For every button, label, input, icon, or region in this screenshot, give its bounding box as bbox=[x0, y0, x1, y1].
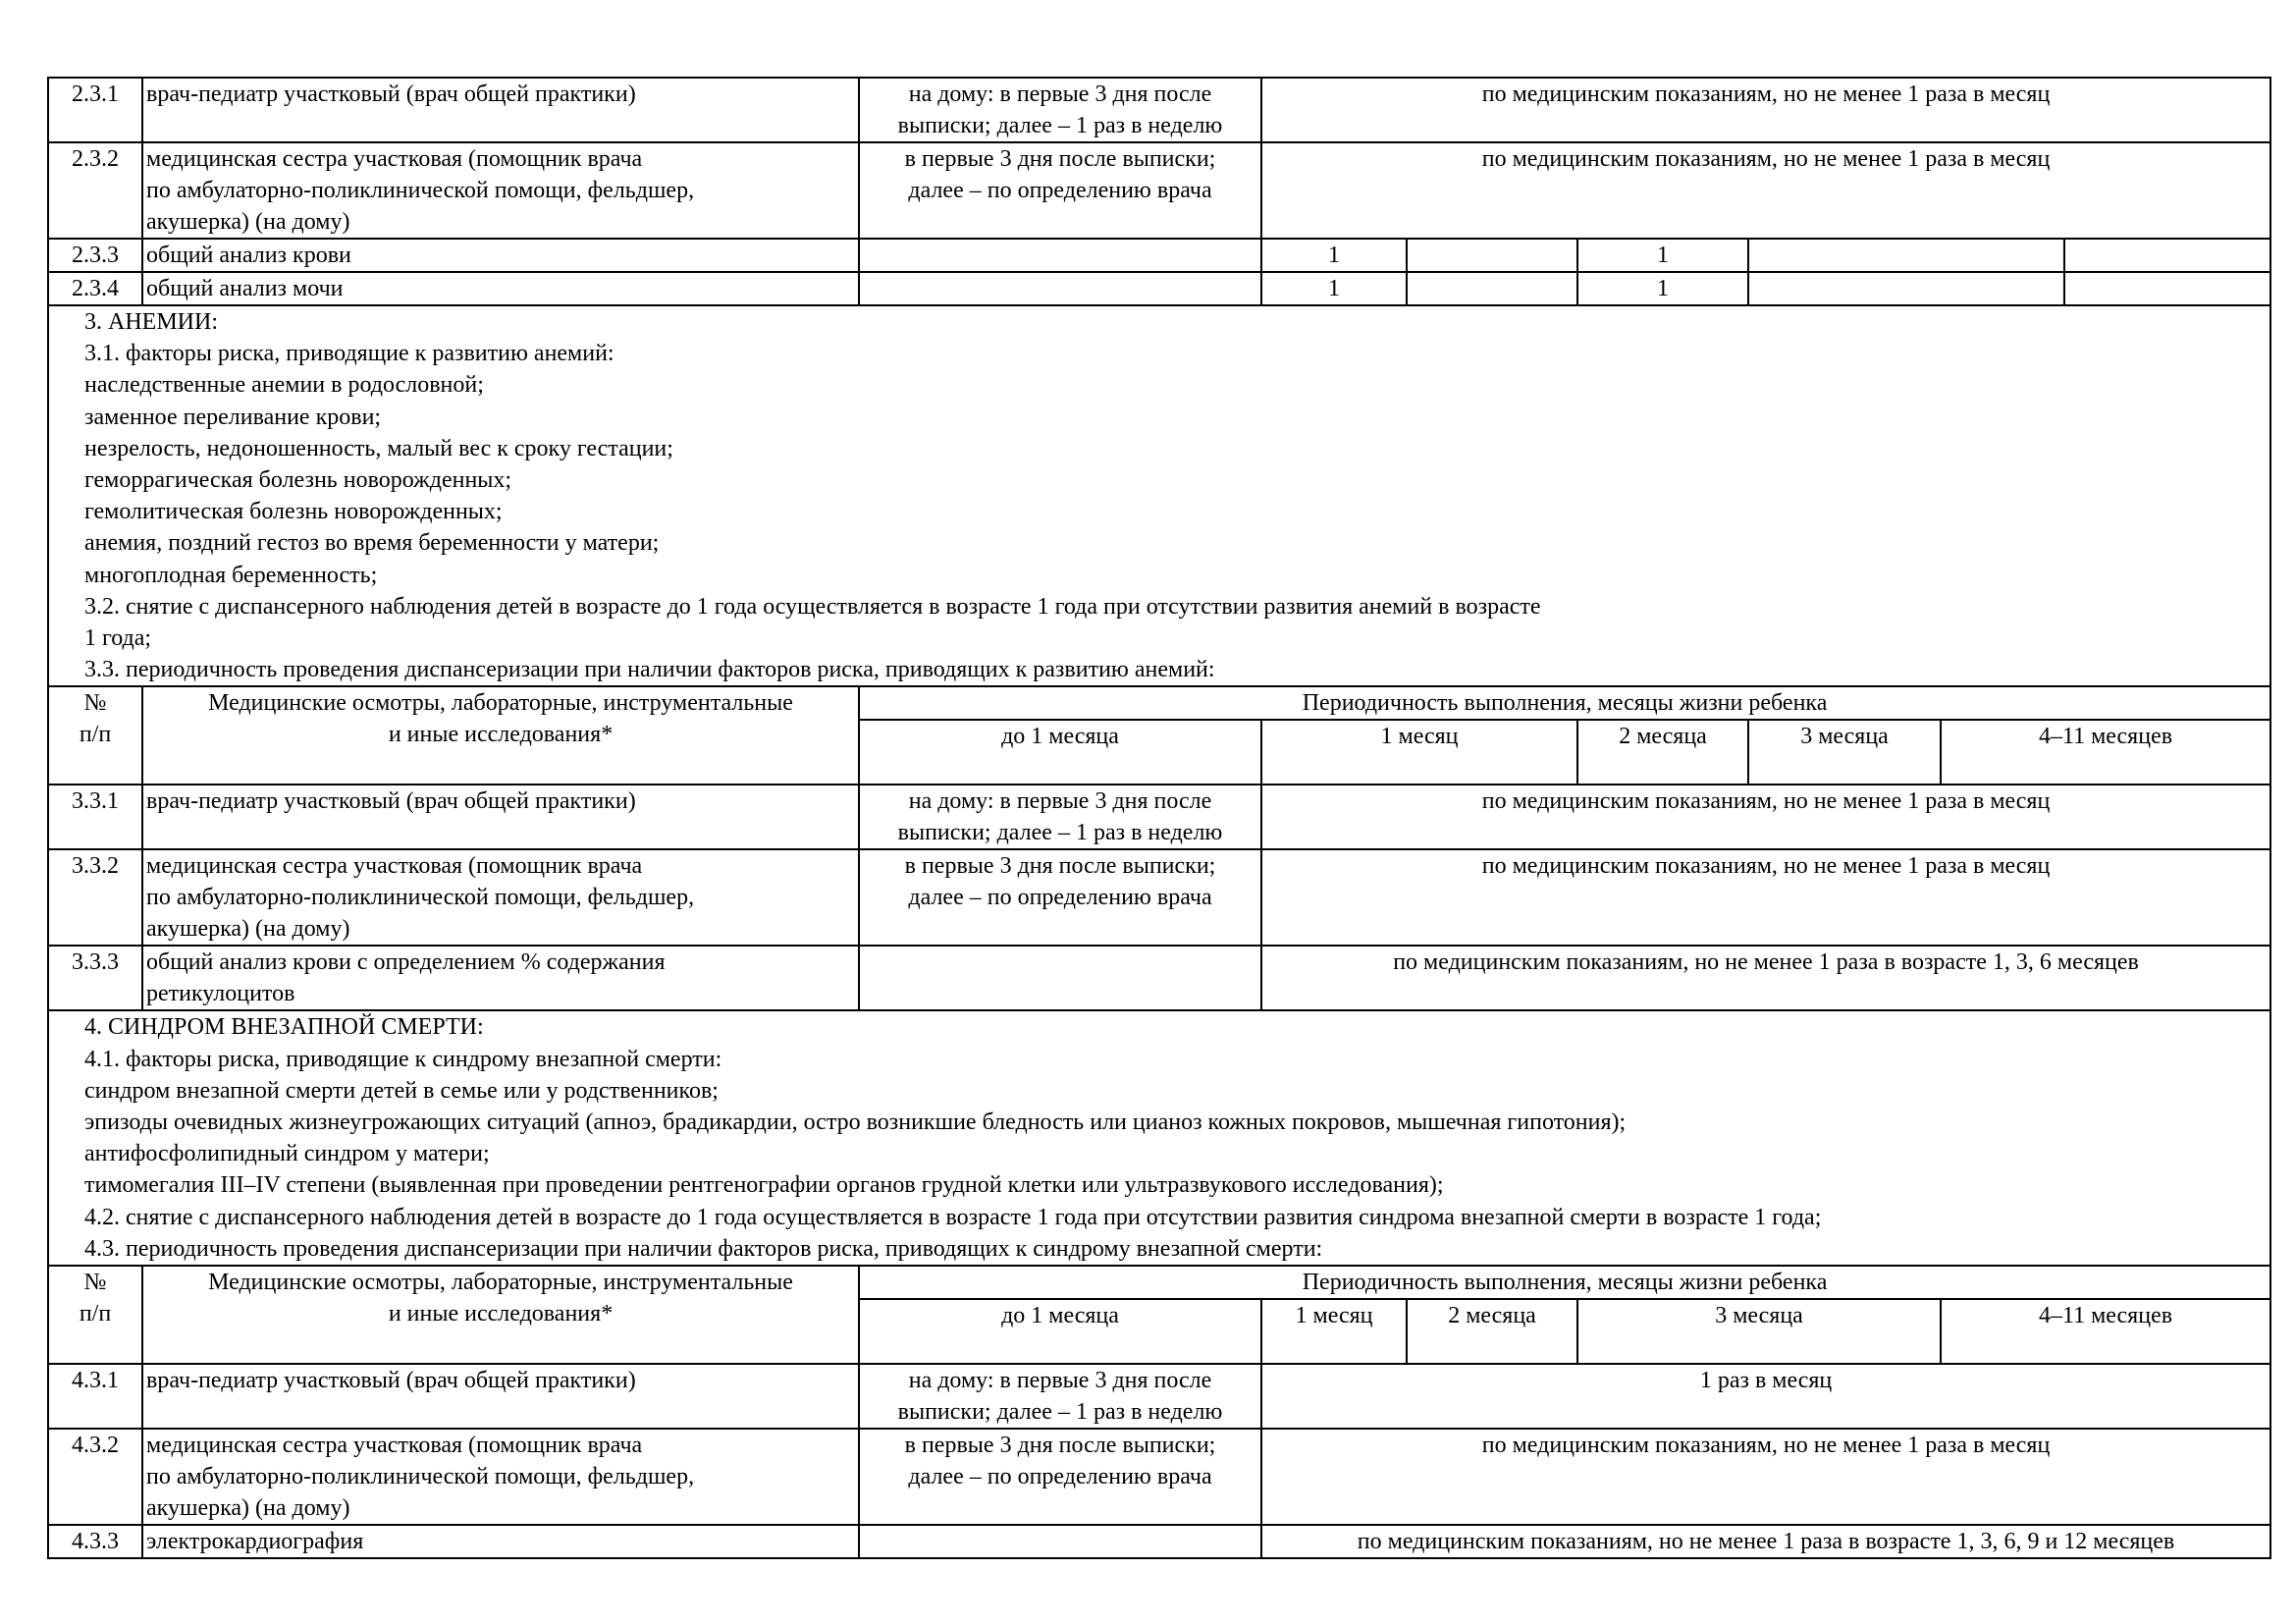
table-header-row bbox=[48, 686, 2270, 720]
exam-name: медицинская сестра участковая (помощник врача по амбулаторно-поликлинической помощи, фельдшер, акушерка) (на дому) bbox=[142, 1429, 859, 1525]
month-12-cell bbox=[2064, 239, 2270, 272]
table-row bbox=[48, 78, 2270, 142]
exam-name: медицинская сестра участковая (помощник врача по амбулаторно-поликлинической помощи, фельдшер, акушерка) (на дому) bbox=[142, 142, 859, 239]
first-month-cell bbox=[859, 946, 1261, 1010]
table-row bbox=[48, 946, 2270, 1010]
first-month-cell bbox=[859, 239, 1261, 272]
header-col-first-month: до 1 месяца bbox=[859, 1299, 1261, 1364]
table-row bbox=[48, 272, 2270, 305]
exam-name: электрокардиография bbox=[142, 1525, 859, 1558]
section-4-text: 4. СИНДРОМ ВНЕЗАПНОЙ СМЕРТИ: 4.1. факторы риска, приводящие к синдрому внезапной смерти: синдром внезапной смерти детей в семье или у родственников; эпизоды очевидных жизнеугрожающих ситуаций (апноэ, брадикардии, остро возникшие бледность или цианоз кожных покровов, мышечная гипотония); антифосфолипидный синдром у матери; тимомегалия III–IV степени (выявленная при проведении рентгенографии органов грудной клетки или ультразвукового исследования); 4.2. снятие с диспансерного наблюдения детей в возрасте до 1 года осуществляется в возрасте 1 года при отсутствии развития синдрома внезапной смерти в возрасте 1 года; 4.3. периодичность проведения диспансеризации при наличии факторов риска, приводящих к синдрому внезапной смерти: bbox=[48, 1010, 2270, 1266]
header-exam: Медицинские осмотры, лабораторные, инструментальные и иные исследования* bbox=[142, 1266, 859, 1364]
month-2-cell bbox=[1407, 272, 1577, 305]
header-period: Периодичность выполнения, месяцы жизни ребенка bbox=[859, 1266, 2270, 1299]
first-month-cell bbox=[859, 1525, 1261, 1558]
section-3-text: 3. АНЕМИИ: 3.1. факторы риска, приводящие к развитию анемий: наследственные анемии в родословной; заменное переливание крови; незрелость, недоношенность, малый вес к сроку гестации; геморрагическая болезнь новорожденных; гемолитическая болезнь новорожденных; анемия, поздний гестоз во время беременности у матери; многоплодная беременность; 3.2. снятие с диспансерного наблюдения детей в возрасте до 1 года осуществляется в возрасте 1 года при отсутствии развития анемий в возрасте 1 года; 3.3. периодичность проведения диспансеризации при наличии факторов риска, приводящих к развитию анемий: bbox=[48, 305, 2270, 686]
row-number: 2.3.4 bbox=[48, 272, 142, 305]
first-month-cell bbox=[859, 272, 1261, 305]
table-header-row bbox=[48, 1266, 2270, 1299]
exam-name: врач-педиатр участковый (врач общей практики) bbox=[142, 78, 859, 142]
periodicity-cell: по медицинским показаниям, но не менее 1 раза в возрасте 1, 3, 6 месяцев bbox=[1261, 946, 2270, 1010]
first-month-cell: на дому: в первые 3 дня после выписки; далее – 1 раз в неделю bbox=[859, 785, 1261, 849]
first-month-cell: на дому: в первые 3 дня после выписки; далее – 1 раз в неделю bbox=[859, 1364, 1261, 1429]
first-month-cell: в первые 3 дня после выписки; далее – по определению врача bbox=[859, 142, 1261, 239]
table-row bbox=[48, 849, 2270, 946]
periodicity-cell: по медицинским показаниям, но не менее 1 раза в месяц bbox=[1261, 142, 2270, 239]
section-3-text-row bbox=[48, 305, 2270, 686]
periodicity-cell: по медицинским показаниям, но не менее 1 раза в возрасте 1, 3, 6, 9 и 12 месяцев bbox=[1261, 1525, 2270, 1558]
document-page bbox=[47, 77, 2269, 1559]
exam-name: врач-педиатр участковый (врач общей практики) bbox=[142, 785, 859, 849]
table-row bbox=[48, 1364, 2270, 1429]
month-3-cell: 1 bbox=[1577, 272, 1748, 305]
first-month-cell: в первые 3 дня после выписки; далее – по определению врача bbox=[859, 849, 1261, 946]
exam-name: медицинская сестра участковая (помощник врача по амбулаторно-поликлинической помощи, фельдшер, акушерка) (на дому) bbox=[142, 849, 859, 946]
header-col-first-month: до 1 месяца bbox=[859, 720, 1261, 785]
table-row bbox=[48, 239, 2270, 272]
row-number: 2.3.3 bbox=[48, 239, 142, 272]
row-number: 4.3.2 bbox=[48, 1429, 142, 1525]
header-col-month-1: 1 месяц bbox=[1261, 720, 1577, 785]
row-number: 4.3.3 bbox=[48, 1525, 142, 1558]
row-number: 2.3.1 bbox=[48, 78, 142, 142]
header-period: Периодичность выполнения, месяцы жизни ребенка bbox=[859, 686, 2270, 720]
dispensary-table bbox=[47, 77, 2271, 1559]
month-1-cell: 1 bbox=[1261, 239, 1407, 272]
header-col-month-3: 3 месяца bbox=[1577, 1299, 1941, 1364]
periodicity-cell: по медицинским показаниям, но не менее 1 раза в месяц bbox=[1261, 78, 2270, 142]
row-number: 3.3.1 bbox=[48, 785, 142, 849]
month-3-cell: 1 bbox=[1577, 239, 1748, 272]
exam-name: общий анализ крови bbox=[142, 239, 859, 272]
header-col-month-1: 1 месяц bbox=[1261, 1299, 1407, 1364]
exam-name: врач-педиатр участковый (врач общей практики) bbox=[142, 1364, 859, 1429]
section-4-text-row bbox=[48, 1010, 2270, 1266]
header-col-month-2: 2 месяца bbox=[1577, 720, 1748, 785]
month-1-cell: 1 bbox=[1261, 272, 1407, 305]
exam-name: общий анализ крови с определением % содержания ретикулоцитов bbox=[142, 946, 859, 1010]
periodicity-cell: 1 раз в месяц bbox=[1261, 1364, 2270, 1429]
periodicity-cell: по медицинским показаниям, но не менее 1 раза в месяц bbox=[1261, 1429, 2270, 1525]
header-col-month-4-11: 4–11 месяцев bbox=[1941, 1299, 2270, 1364]
month-12-cell bbox=[2064, 272, 2270, 305]
header-exam: Медицинские осмотры, лабораторные, инструментальные и иные исследования* bbox=[142, 686, 859, 785]
row-number: 3.3.3 bbox=[48, 946, 142, 1010]
periodicity-cell: по медицинским показаниям, но не менее 1 раза в месяц bbox=[1261, 785, 2270, 849]
header-number: № п/п bbox=[48, 1266, 142, 1364]
row-number: 4.3.1 bbox=[48, 1364, 142, 1429]
table-row bbox=[48, 785, 2270, 849]
header-col-month-4-11: 4–11 месяцев bbox=[1941, 720, 2270, 785]
month-4-11-cell bbox=[1748, 239, 2064, 272]
header-number: № п/п bbox=[48, 686, 142, 785]
periodicity-cell: по медицинским показаниям, но не менее 1 раза в месяц bbox=[1261, 849, 2270, 946]
first-month-cell: в первые 3 дня после выписки; далее – по определению врача bbox=[859, 1429, 1261, 1525]
exam-name: общий анализ мочи bbox=[142, 272, 859, 305]
table-row bbox=[48, 1525, 2270, 1558]
row-number: 2.3.2 bbox=[48, 142, 142, 239]
month-4-11-cell bbox=[1748, 272, 2064, 305]
table-row bbox=[48, 1429, 2270, 1525]
header-col-month-3: 3 месяца bbox=[1748, 720, 1941, 785]
first-month-cell: на дому: в первые 3 дня после выписки; далее – 1 раз в неделю bbox=[859, 78, 1261, 142]
header-col-month-2: 2 месяца bbox=[1407, 1299, 1577, 1364]
table-row bbox=[48, 142, 2270, 239]
row-number: 3.3.2 bbox=[48, 849, 142, 946]
month-2-cell bbox=[1407, 239, 1577, 272]
